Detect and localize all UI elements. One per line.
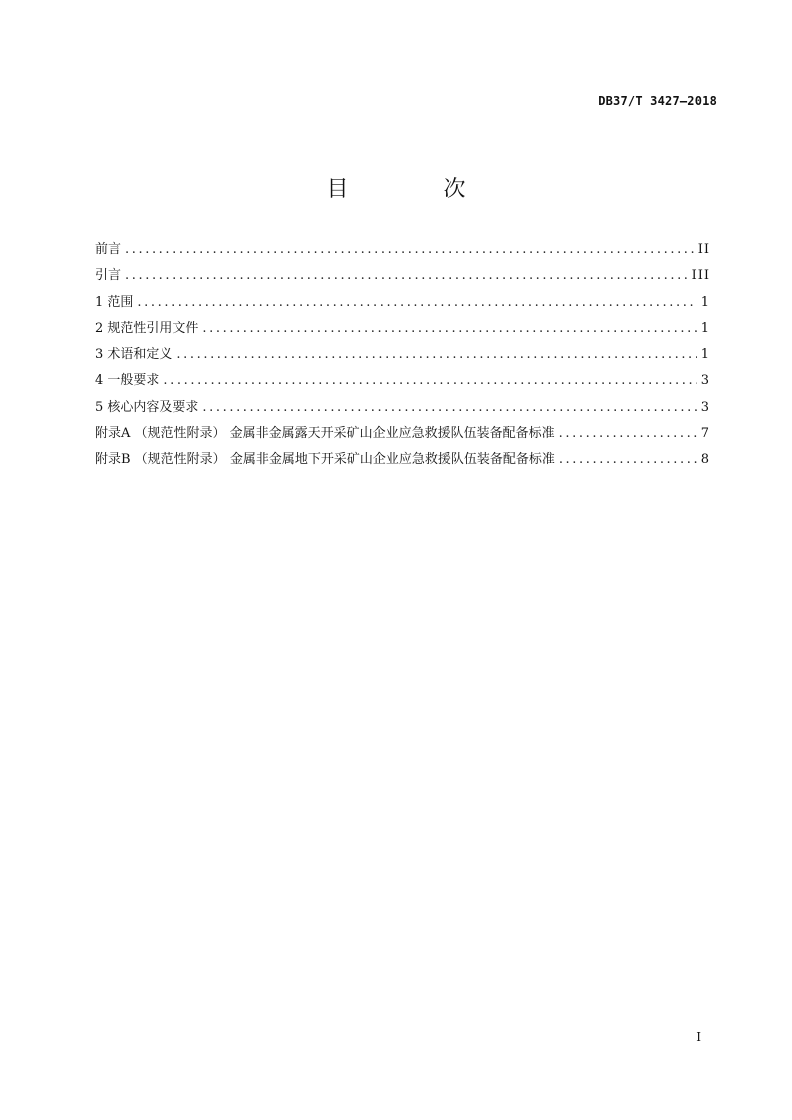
toc-entry-page: 1 (700, 294, 710, 310)
toc-leader-dots (559, 452, 697, 467)
toc-entry-page: 3 (700, 373, 710, 389)
toc-leader-dots (137, 295, 696, 310)
toc-entry-page: 1 (700, 320, 710, 336)
toc-entry-page: II (697, 242, 710, 257)
toc-entry-label: 2 规范性引用文件 (95, 320, 199, 336)
toc-entry-label: 附录A （规范性附录） 金属非金属露天开采矿山企业应急救援队伍装备配备标准 (95, 426, 555, 442)
toc-entry-label: 3 术语和定义 (95, 347, 173, 363)
toc-entry-page: 3 (700, 399, 710, 415)
toc-entry-terms-definitions[interactable] (95, 343, 710, 369)
toc-leader-dots (559, 426, 697, 441)
toc-entry-label: 附录B （规范性附录） 金属非金属地下开采矿山企业应急救援队伍装备配备标准 (95, 452, 555, 468)
toc-entry-scope[interactable] (95, 291, 710, 317)
toc-leader-dots (163, 373, 696, 388)
toc-entry-page: 8 (700, 452, 710, 468)
toc-entry-page: 7 (700, 426, 710, 442)
toc-leader-dots (202, 400, 696, 415)
toc-entry-normative-references[interactable] (95, 317, 710, 343)
toc-leader-dots (202, 321, 696, 336)
toc-entry-page: 1 (700, 347, 710, 363)
table-of-contents (95, 238, 710, 475)
page-number: I (696, 1030, 701, 1044)
toc-entry-label: 1 范围 (95, 294, 134, 310)
toc-entry-label: 5 核心内容及要求 (95, 399, 199, 415)
toc-entry-introduction[interactable] (95, 264, 710, 290)
toc-entry-label: 前言 (95, 242, 122, 257)
toc-entry-label: 4 一般要求 (95, 373, 160, 389)
toc-entry-appendix-a[interactable] (95, 422, 710, 448)
toc-leader-dots (125, 242, 694, 257)
toc-leader-dots (125, 268, 688, 283)
toc-entry-general-requirements[interactable] (95, 369, 710, 395)
toc-entry-core-content[interactable] (95, 396, 710, 422)
toc-entry-label: 引言 (95, 268, 122, 284)
toc-title: 目 次 (326, 177, 510, 202)
toc-entry-foreword[interactable] (95, 238, 710, 264)
toc-entry-appendix-b[interactable] (95, 448, 710, 474)
toc-leader-dots (176, 347, 696, 362)
toc-entry-page: III (691, 268, 710, 284)
document-code: DB37/T 3427—2018 (598, 94, 717, 108)
